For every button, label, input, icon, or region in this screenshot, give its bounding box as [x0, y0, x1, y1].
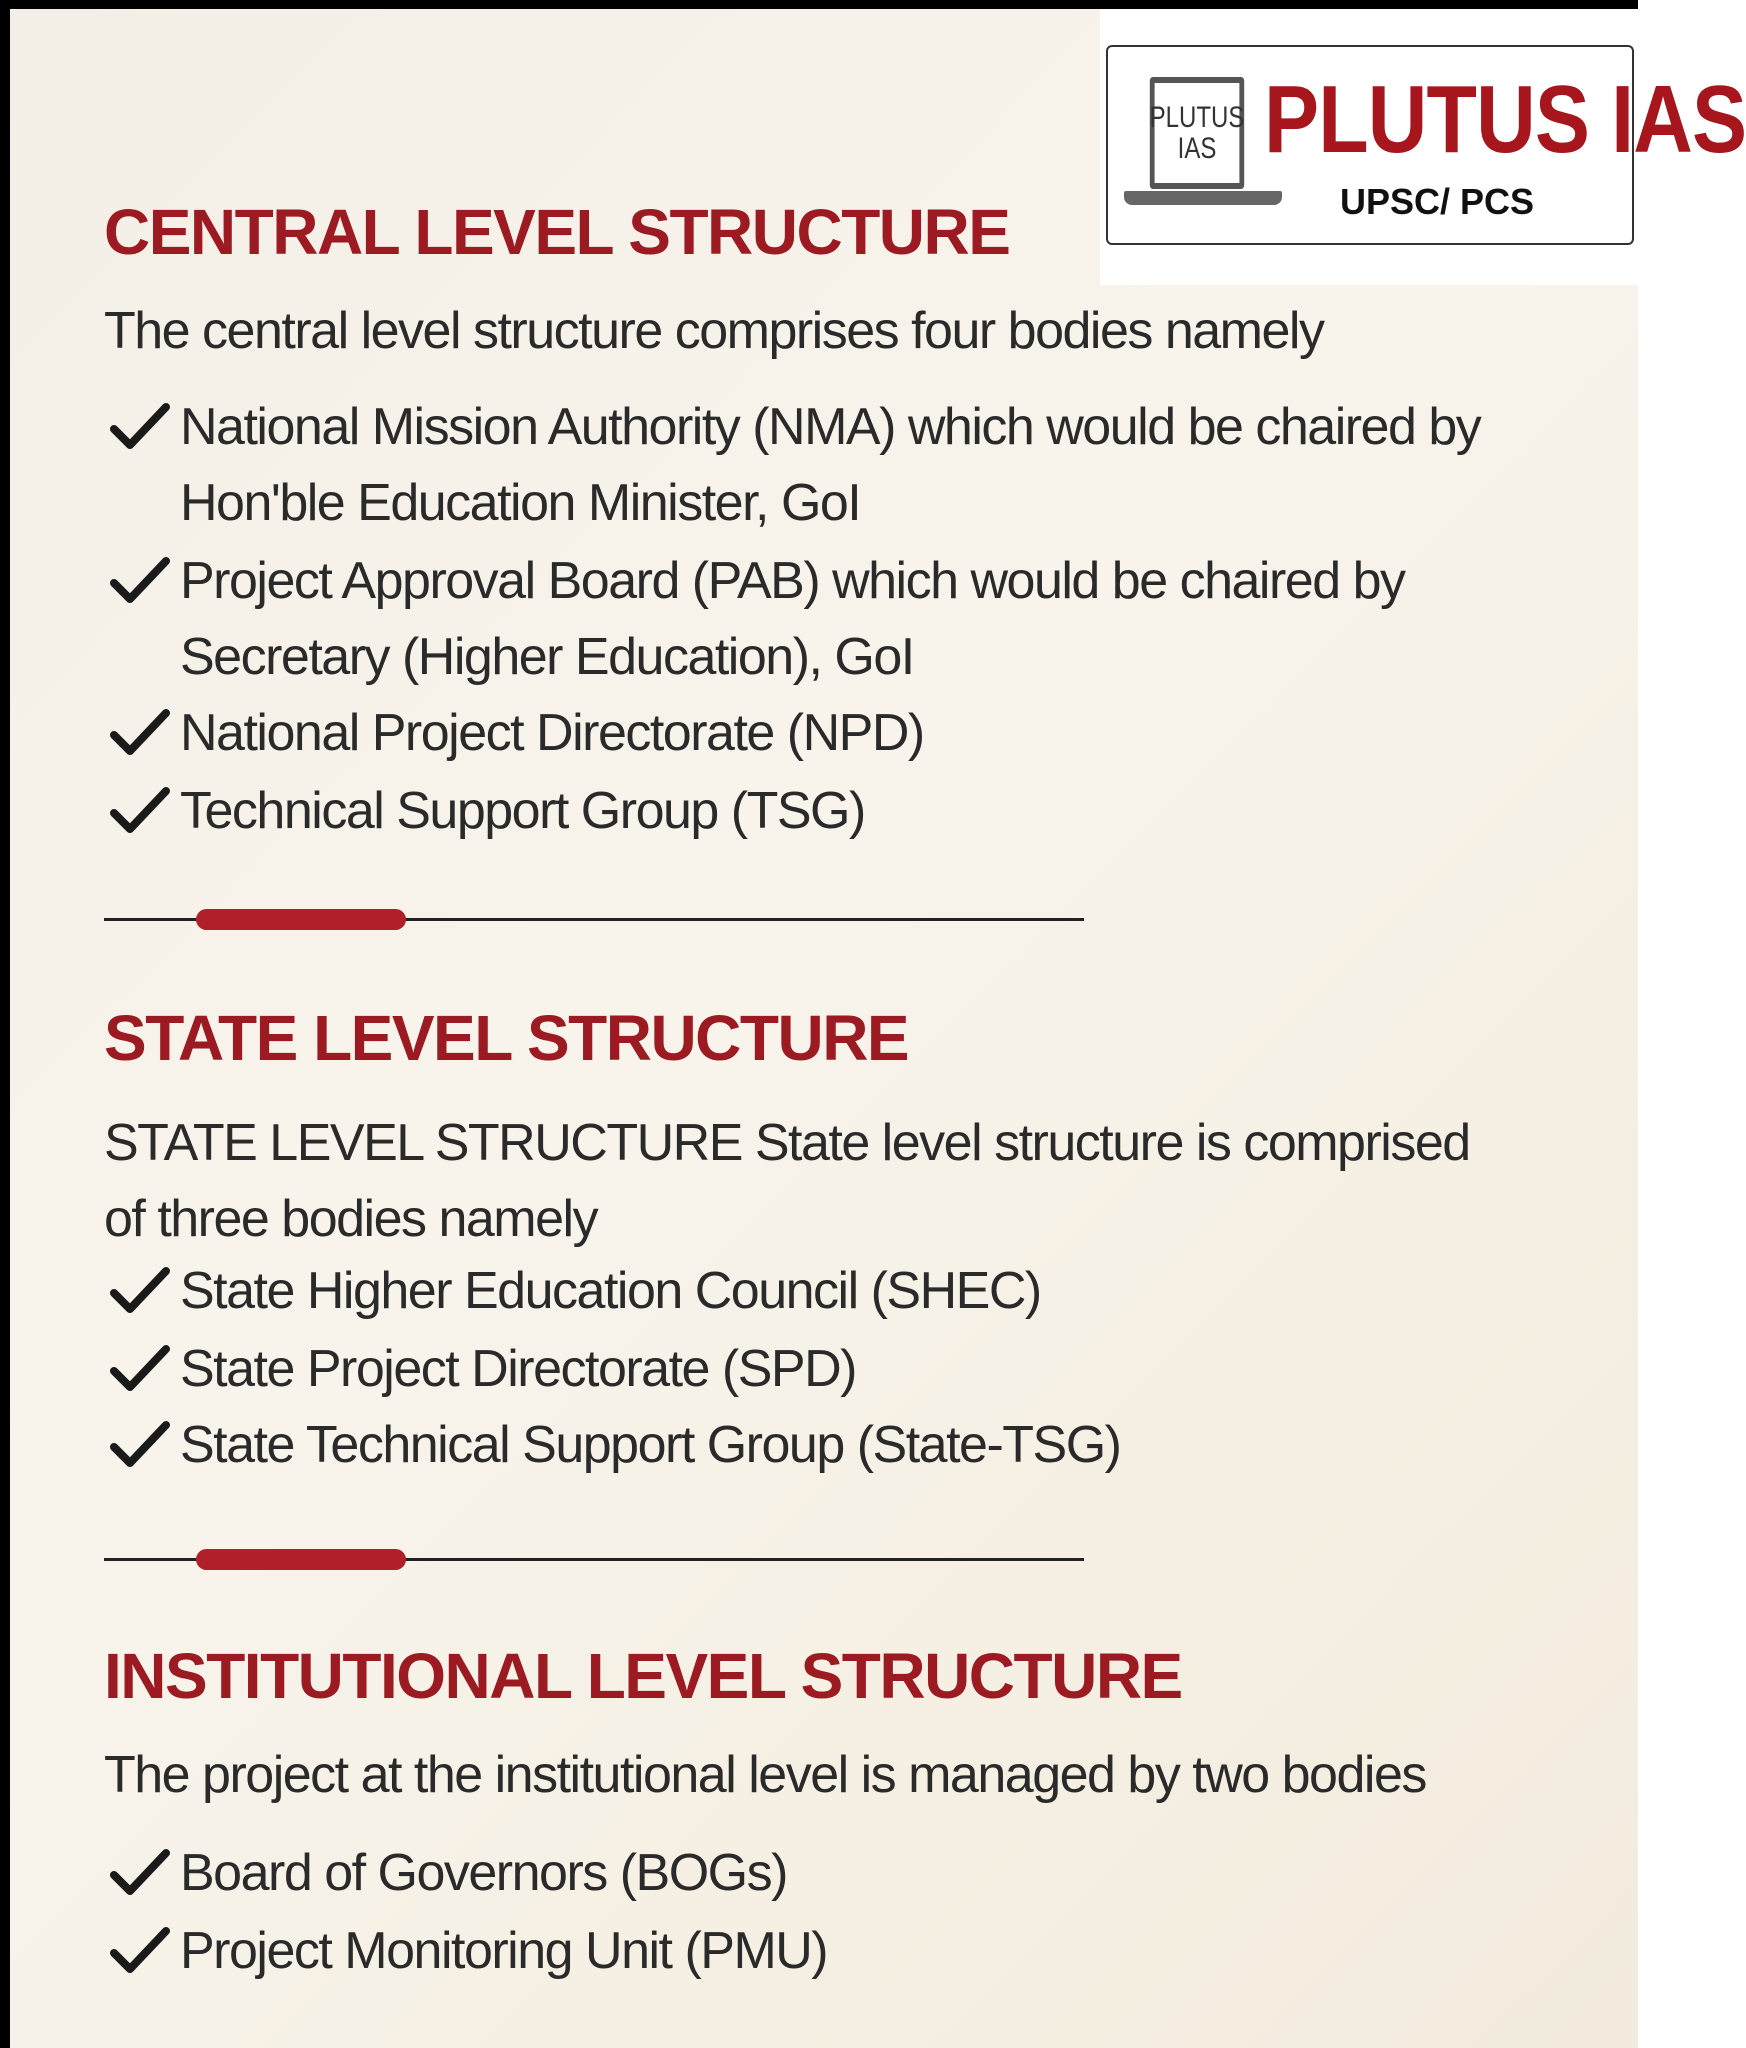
check-icon [110, 1921, 170, 1981]
list-item-continuation: Secretary (Higher Education), GoI [180, 628, 914, 686]
laptop-icon [1124, 77, 1266, 215]
section-divider [104, 909, 1084, 929]
check-icon [110, 1843, 170, 1903]
list-item [110, 1331, 856, 1407]
list-item [110, 389, 1480, 465]
divider-accent [196, 1549, 406, 1570]
logo-screen-line1: PLUTUS [1149, 100, 1245, 134]
list-item-text: State Higher Education Council (SHEC) [180, 1262, 1041, 1320]
check-icon [110, 703, 170, 763]
laptop-screen [1150, 77, 1244, 189]
central-heading: CENTRAL LEVEL STRUCTURE [104, 196, 1010, 268]
divider-accent [196, 909, 406, 930]
list-item-text: Technical Support Group (TSG) [180, 782, 865, 840]
list-item [110, 543, 1404, 619]
list-item [110, 1253, 1041, 1329]
logo-subtitle: UPSC/ PCS [1340, 181, 1535, 222]
check-icon [110, 781, 170, 841]
check-icon [110, 1415, 170, 1475]
state-heading: STATE LEVEL STRUCTURE [104, 1002, 909, 1074]
list-item-text: National Mission Authority (NMA) which would be chaired by [180, 398, 1481, 456]
check-icon [110, 397, 170, 457]
list-item [110, 1913, 827, 1989]
check-icon [110, 1261, 170, 1321]
state-intro-line2: of three bodies namely [104, 1190, 598, 1248]
list-item [110, 1835, 787, 1911]
check-icon [110, 1339, 170, 1399]
list-item [110, 773, 865, 849]
list-item-text: State Project Directorate (SPD) [180, 1340, 856, 1398]
laptop-base [1124, 191, 1282, 205]
list-item [110, 695, 924, 771]
list-item-text: Project Monitoring Unit (PMU) [180, 1922, 828, 1980]
institutional-heading: INSTITUTIONAL LEVEL STRUCTURE [104, 1640, 1182, 1712]
list-item-text: State Technical Support Group (State-TSG) [180, 1416, 1121, 1474]
list-item-text: Project Approval Board (PAB) which would be chaired by [180, 552, 1405, 610]
institutional-intro: The project at the institutional level is managed by two bodies [104, 1746, 1426, 1804]
list-item [110, 1407, 1120, 1483]
logo [1100, 9, 1746, 285]
list-item-continuation: Hon'ble Education Minister, GoI [180, 474, 861, 532]
check-icon [110, 551, 170, 611]
section-divider [104, 1549, 1084, 1569]
logo-frame [1106, 45, 1746, 245]
logo-title: PLUTUS IAS [1264, 66, 1746, 173]
list-item-text: National Project Directorate (NPD) [180, 704, 924, 762]
logo-screen-line2: IAS [1177, 132, 1217, 165]
central-intro: The central level structure comprises four bodies namely [104, 302, 1324, 360]
list-item-text: Board of Governors (BOGs) [180, 1844, 787, 1902]
state-intro-line1: STATE LEVEL STRUCTURE State level structure is comprised [104, 1114, 1470, 1172]
